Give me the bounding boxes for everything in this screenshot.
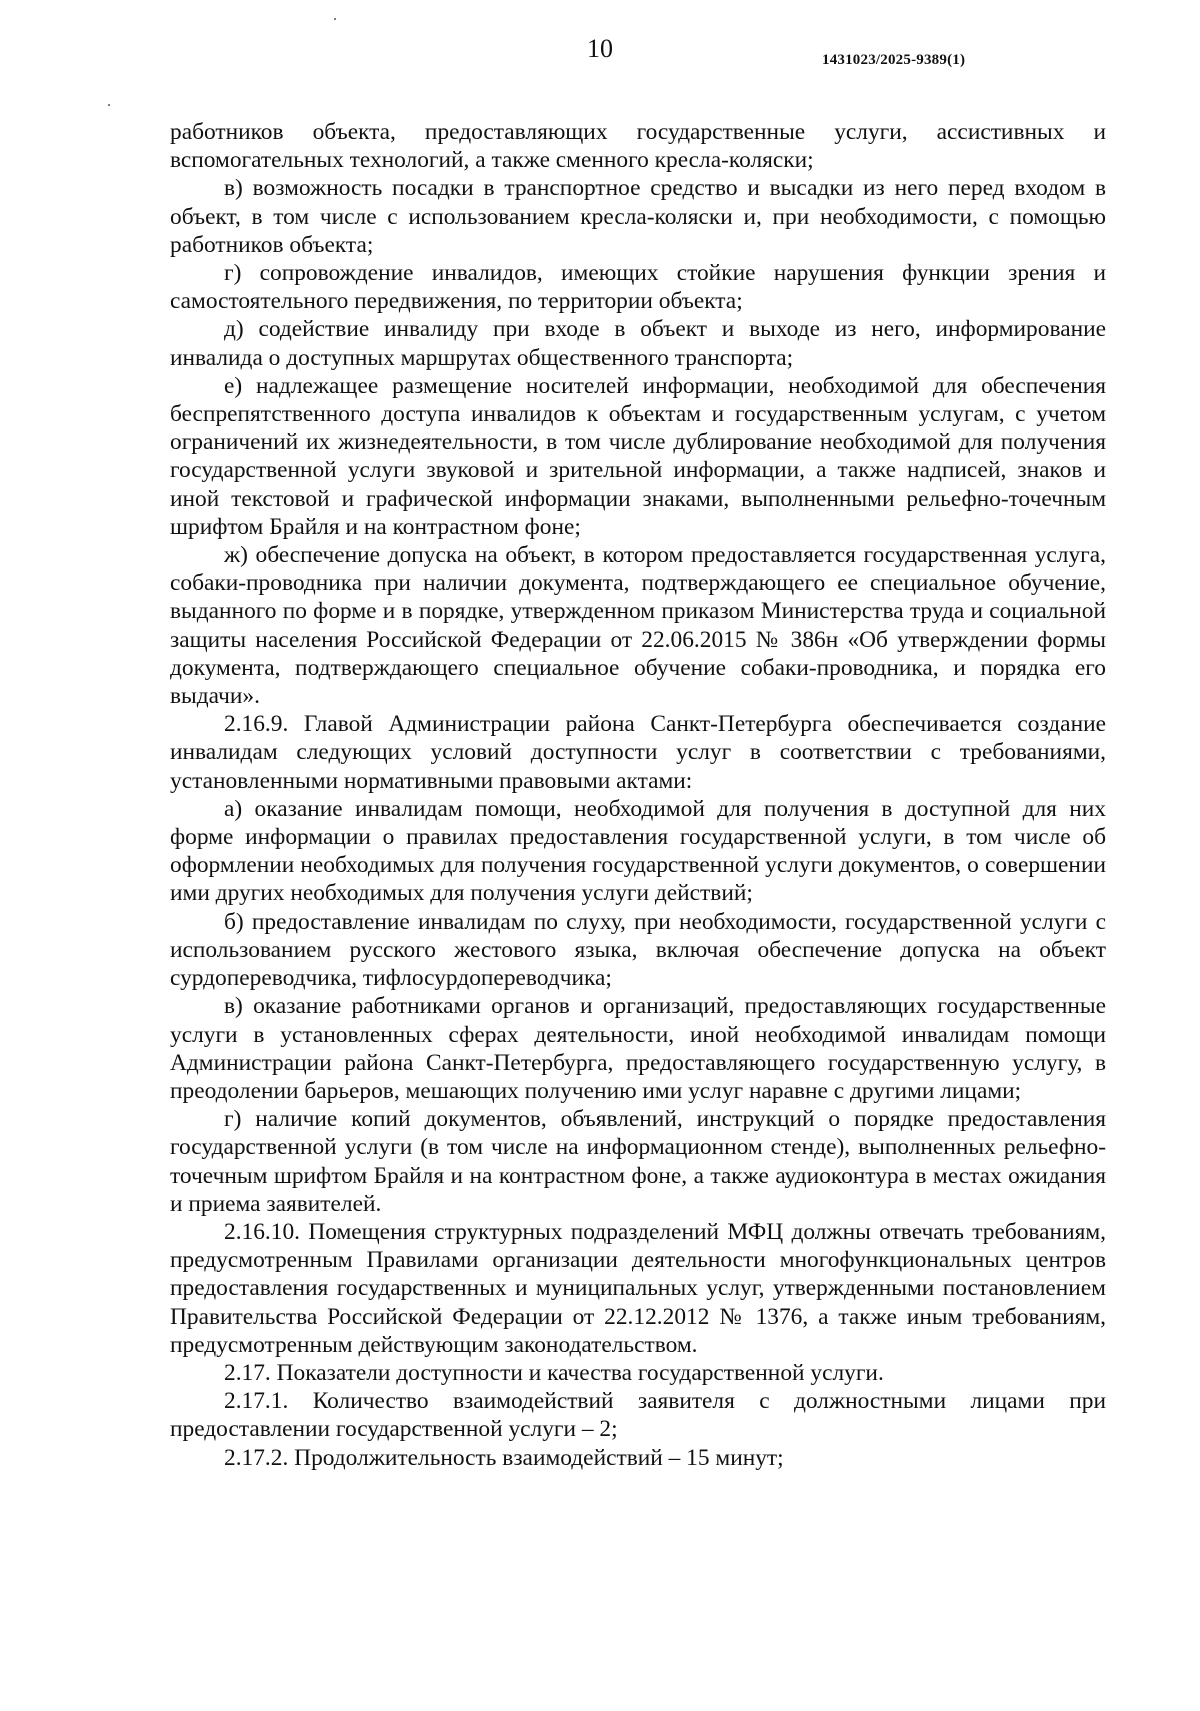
paragraph-item-g2: г) наличие копий документов, объявлений, инструкций о порядке предоставления государственной услуги (в том числе на информационном стенде), выполненных рельефно-точечным шрифтом Брайля и на контрастном фоне, а также аудиоконтура в местах ожидания и приема заявителей. [170,1106,1106,1217]
paragraph-item-b: б) предоставление инвалидам по слуху, при необходимости, государственной услуги с использованием русского жестового языка, включая обеспечение допуска на объект сурдопереводчика, тифлосурдопереводчика; [170,908,1106,992]
paragraph-2-16-9: 2.16.9. Главой Администрации района Санкт-Петербурга обеспечивается создание инвалидам следующих условий доступности услуг в соответствии с требованиями, установленными нормативными правовыми актами: [170,711,1106,794]
paragraph-2-16-10: 2.16.10. Помещения структурных подразделений МФЦ должны отвечать требованиям, предусмотренным Правилами организации деятельности многофункциональных центров предоставления государственных и муниципальных услуг, утвержденными постановлением Правительства Российской Федерации от 22.12.2012 № 1376, а также иным требованиям, предусмотренным действующим законодательством. [170,1218,1106,1358]
paragraph-item-v: в) возможность посадки в транспортное средство и высадки из него перед входом в объект, в том числе с использованием кресла-коляски и, при необходимости, с помощью работников объекта; [170,175,1106,258]
scan-speck [334,18,336,20]
document-body [170,118,1106,1472]
page-number: 10 [587,34,613,63]
paragraph-2-17: 2.17. Показатели доступности и качества государственной услуги. [224,1359,884,1386]
paragraph-2-17-1: 2.17.1. Количество взаимодействий заявителя с должностными лицами при предоставлении государственной услуги – 2; [170,1388,1106,1443]
paragraph-item-e: е) надлежащее размещение носителей информации, необходимой для обеспечения беспрепятственного доступа инвалидов к объектам и государственным услугам, с учетом ограничений их жизнедеятельности, в том числе дублирование необходимой для получения государственной услуги звуковой и зрительной информации, а также надписей, знаков и иной текстовой и графической информации знаками, выполненными рельефно-точечным шрифтом Брайля и на контрастном фоне; [170,372,1106,540]
paragraph-item-d: д) содействие инвалиду при входе в объект и выходе из него, информирование инвалида о доступных маршрутах общественного транспорта; [170,316,1106,371]
paragraph-2-17-2: 2.17.2. Продолжительность взаимодействий – 15 минут; [224,1444,784,1471]
paragraph-continuation: работников объекта, предоставляющих государственные услуги, ассистивных и вспомогательных технологий, а также сменного кресла-коляски; [170,119,1106,174]
paragraph-item-v2: в) оказание работниками органов и организаций, предоставляющих государственные услуги в установленных сферах деятельности, иной необходимой инвалидам помощи Администрации района Санкт-Петербурга, предоставляющего государственную услугу, в преодолении барьеров, мешающих получению ими услуг наравне с другими лицами; [170,993,1106,1104]
scan-speck [108,104,110,106]
paragraph-item-zh: ж) обеспечение допуска на объект, в котором предоставляется государственная услуга, собаки-проводника при наличии документа, подтверждающего ее специальное обучение, выданного по форме и в порядке, утвержденном приказом Министерства труда и социальной защиты населения Российской Федерации от 22.06.2015 № 386н «Об утверждении формы документа, подтверждающего специальное обучение собаки-проводника, и порядка его выдачи». [170,542,1106,710]
document-id: 1431023/2025-9389(1) [822,52,966,68]
paragraph-item-g: г) сопровождение инвалидов, имеющих стойкие нарушения функции зрения и самостоятельного передвижения, по территории объекта; [170,260,1106,315]
paragraph-item-a: а) оказание инвалидам помощи, необходимой для получения в доступной для них форме информации о правилах предоставления государственной услуги, в том числе об оформлении необходимых для получения государственной услуги документов, о совершении ими других необходимых для получения услуги действий; [170,795,1106,907]
